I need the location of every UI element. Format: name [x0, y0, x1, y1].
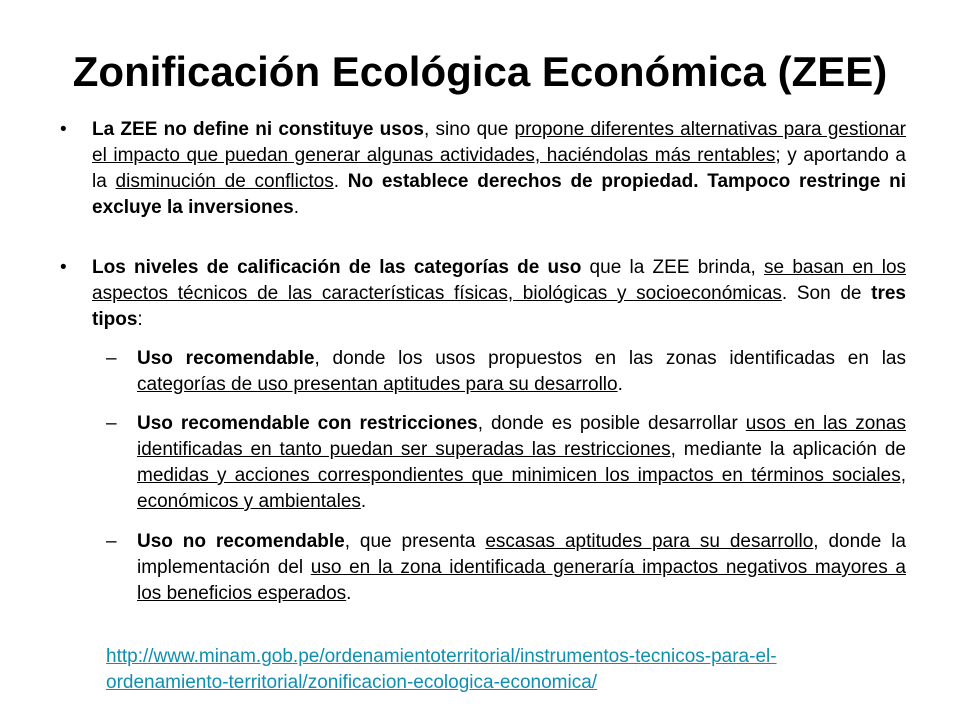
- bullet-zee-definition: • La ZEE no define ni constituye usos, sino que propone diferentes alternativas para gestionar el impacto que puedan generar algunas actividades, haciéndolas más rentables; y aportando a la disminución de conflictos. No establece derechos de propiedad. Tampoco restringe ni excluye la inversiones.: [60, 119, 907, 218]
- underlined-text: medidas y acciones correspondientes que minimicen los impactos en términos sociales, económicos y ambientales: [137, 465, 906, 512]
- subitem-uso-con-restricciones: – Uso recomendable con restricciones, donde es posible desarrollar usos en las zonas identificadas en tanto puedan ser superadas las restricciones, mediante la aplicación de medidas y acciones correspondientes que minimicen los impactos en términos sociales, económicos y ambientales.: [106, 413, 906, 512]
- dash-marker: –: [106, 413, 117, 434]
- bold-text: No establece derechos de propiedad. Tampoco restringe ni excluye la inversiones: [92, 171, 906, 218]
- underlined-text: se basan en los aspectos técnicos de las características físicas, biológicas y socioeconómicas: [92, 257, 907, 304]
- dash-marker: –: [106, 348, 117, 369]
- underlined-text: disminución de conflictos: [115, 171, 334, 192]
- bullet-calification-levels: • Los niveles de calificación de las categorías de uso que la ZEE brinda, se basan en los aspectos técnicos de las características físicas, biológicas y socioeconómicas. Son de tres tipos:: [60, 257, 907, 330]
- slide-title: Zonificación Ecológica Económica (ZEE): [72, 48, 888, 95]
- bullet-marker: •: [60, 257, 67, 278]
- underlined-text: escasas aptitudes para su desarrollo: [485, 531, 814, 552]
- bold-text: Uso recomendable: [137, 348, 315, 369]
- source-link[interactable]: [106, 644, 906, 696]
- dash-marker: –: [106, 531, 117, 552]
- underlined-text: propone diferentes alternativas para gestionar el impacto que puedan generar algunas actividades, haciéndolas más rentables: [92, 119, 907, 166]
- bold-text: Uso recomendable con restricciones: [137, 413, 478, 434]
- source-link-line1[interactable]: http://www.minam.gob.pe/ordenamientoterritorial/instrumentos-tecnicos-para-el-: [106, 646, 777, 667]
- subitem-uso-no-recomendable: – Uso no recomendable, que presenta escasas aptitudes para su desarrollo, donde la implementación del uso en la zona identificada generaría impactos negativos mayores a los beneficios esperados.: [106, 531, 906, 604]
- bold-text: La ZEE no define ni constituye usos: [92, 119, 424, 140]
- subitem-uso-recomendable: – Uso recomendable, donde los usos propuestos en las zonas identificadas en las categorías de uso presentan aptitudes para su desarrollo.: [106, 348, 906, 395]
- source-link-line2[interactable]: ordenamiento-territorial/zonificacion-ecologica-economica/: [106, 672, 598, 693]
- bold-text: Los niveles de calificación de las categorías de uso: [92, 257, 582, 278]
- bold-text: tres tipos: [92, 283, 906, 330]
- bullet-marker: •: [60, 119, 67, 140]
- underlined-text: uso en la zona identificada generaría impactos negativos mayores a los beneficios esperados: [137, 557, 906, 604]
- underlined-text: categorías de uso presentan aptitudes para su desarrollo: [137, 374, 618, 395]
- underlined-text: usos en las zonas identificadas en tanto puedan ser superadas las restricciones: [137, 413, 906, 460]
- bold-text: Uso no recomendable: [137, 531, 345, 552]
